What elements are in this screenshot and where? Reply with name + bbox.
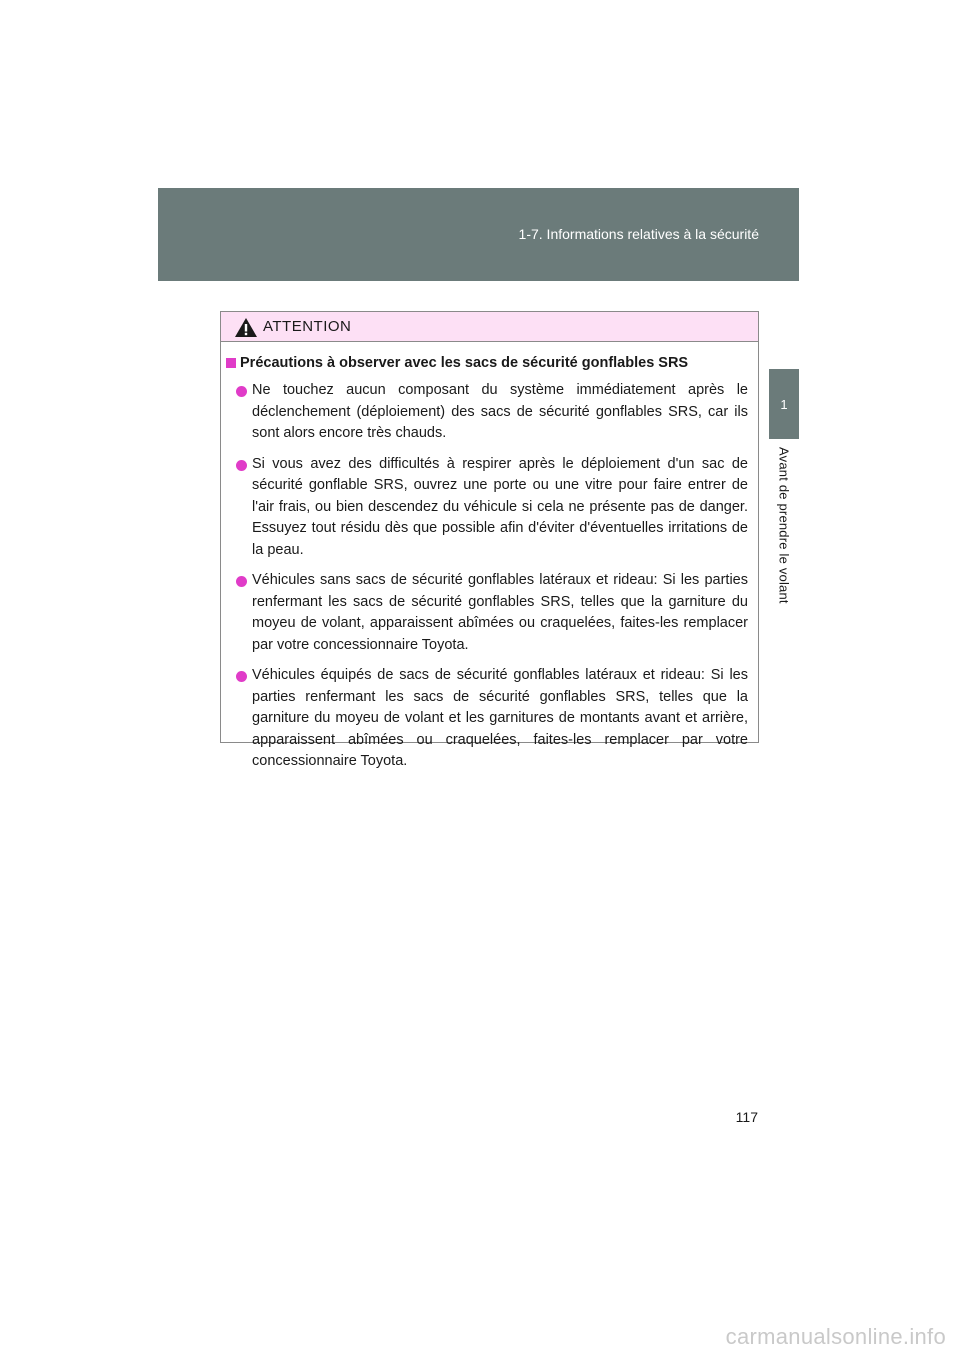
list-item [236,454,752,562]
warning-header [221,312,758,342]
list-item-text: Ne touchez aucun composant du système immédiatement après le déclenchement (déploiement) des sacs de sécurité gonflables SRS, car ils sont alors encore très chauds. [252,382,748,441]
list-item-text: Véhicules sans sacs de sécurité gonflables latéraux et rideau: Si les parties renfermant les sacs de sécurité gonflables SRS, telles que la garniture du moyeu de volant, apparaissent abîmées ou craquelées, faites-les remplacer par votre concessionnaire Toyota. [252,572,748,653]
warning-box [220,311,759,769]
list-item-text: Véhicules équipés de sacs de sécurité gonflables latéraux et rideau: Si les parties renfermant les sacs de sécurité gonflables SRS, telles que la garniture du moyeu de volant et les garnitures de montants avant et arrière, apparaissent abîmées ou craquelées, faites-les remplacer par votre concessionnaire Toyota. [252,667,748,769]
section-heading-text: Précautions à observer avec les sacs de sécurité gonflables SRS [240,355,689,371]
list-item [236,665,752,773]
square-bullet-icon [226,358,236,368]
header-bar [158,188,799,281]
dot-bullet-icon [236,576,247,587]
chapter-tab [769,369,799,439]
section-title: 1-7. Informations relatives à la sécurité [518,226,759,242]
watermark: carmanualsonline.info [725,1324,946,1349]
warning-title: ATTENTION [263,318,352,335]
list-item [236,380,752,445]
warning-body [221,342,758,773]
chapter-label-tab [769,439,799,621]
chapter-label: Avant de prendre le volant [776,447,792,604]
list-item [236,570,752,656]
warning-triangle-icon [234,317,258,338]
section-heading [225,352,752,374]
dot-bullet-icon [236,671,247,682]
chapter-number: 1 [780,397,788,412]
page-number: 117 [735,1109,758,1125]
list-item-text: Si vous avez des difficultés à respirer après le déploiement d'un sac de sécurité gonflable SRS, ouvrez une porte ou une vitre pour faire entrer de l'air frais, ou bien descendez du véhicule si cela ne présente pas de danger. Essuyez tout résidu dès que possible afin d'éviter d'éventuelles irritations de la peau. [252,455,748,558]
dot-bullet-icon [236,386,247,397]
dot-bullet-icon [236,460,247,471]
